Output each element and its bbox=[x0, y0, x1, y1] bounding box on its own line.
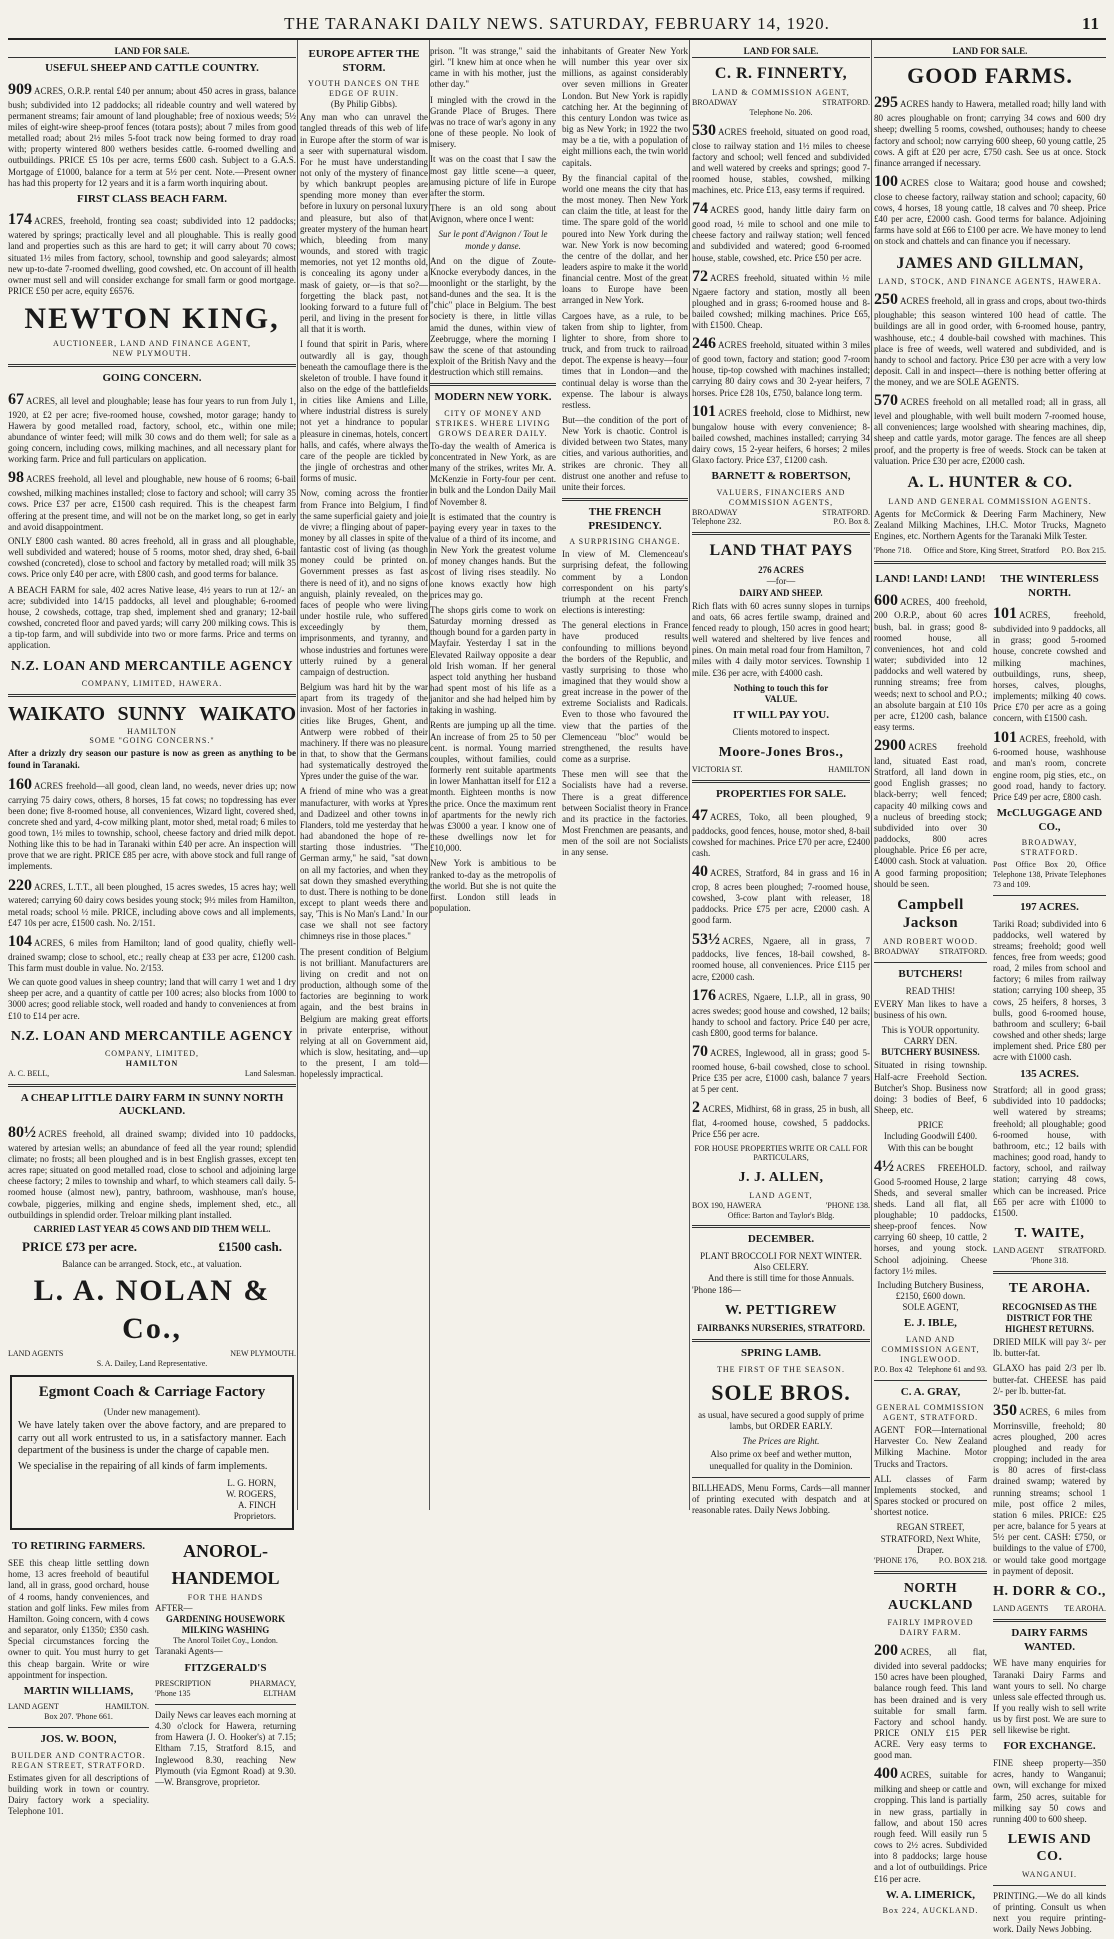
masthead bbox=[0, 14, 1114, 36]
listing: 53½ ACRES, Ngaere, all in grass, 7 paddocks, live fences, 18-bail cowshed, 8-roomed house, all conveniences. Price £115 per acre, £2000 cash. bbox=[692, 930, 870, 982]
advertiser-sub: LAND AND GENERAL COMMISSION AGENTS. bbox=[888, 496, 1092, 506]
ad-text: The Prices are Right. bbox=[742, 1436, 820, 1447]
advertiser-name: E. J. IBLE, bbox=[904, 1317, 957, 1330]
proprietor: L. G. HORN, bbox=[227, 1477, 276, 1488]
agents-label: Taranaki Agents— bbox=[155, 1646, 223, 1657]
section-head: LAND FOR SALE. bbox=[874, 46, 1106, 58]
listing: 530 ACRES freehold, situated on good road, close to railway station and 1½ miles to cheese factory and school; well fenced and subdivided and well watered by creeks and springs; good 7-roomed house, stables, cowshed, milking machines, etc. Price £13, easy terms if required. bbox=[692, 121, 870, 196]
advertiser-line: BROADWAY STRATFORD. bbox=[874, 946, 987, 956]
section-head: LAND FOR SALE. bbox=[8, 46, 296, 58]
advertiser-name: NEWTON KING, bbox=[24, 302, 280, 336]
article-paragraph: By the financial capital of the world one means the city that has the most money. Then New York can claim the title, at least for the time. The spare gold of the world poured into New York during the war. New York is now becoming the centre of the dollar, and her leaders aspire to make it the world financial centre. Most of the great loans to Europe have been arranged in New York. bbox=[562, 172, 688, 306]
ad-text: Rich flats with 60 acres sunny slopes in turnips and oats, 66 acres fertile swamp, drained and fenced ready to plough, 150 acres in good heart; well watered and sheltered by live fences and pines. On main metal road four from Hamilton, 7 miles with 4 daily motor services. Township 1 mile. £36 per acre, with £4000 cash. bbox=[692, 600, 870, 678]
note: Balance can be arranged. Stock, etc., at valuation. bbox=[62, 1259, 242, 1270]
column-5 bbox=[874, 44, 1106, 1935]
advertiser-contact: Post Office Box 20, Office Telephone 138, Private Telephones 73 and 109. bbox=[993, 860, 1106, 889]
price-line: PRICE £73 per acre. £1500 cash. bbox=[22, 1239, 282, 1255]
ad-subheading: FAIRLY IMPROVED DAIRY FARM. bbox=[887, 1618, 974, 1638]
advertiser-name: N.Z. LOAN AND MERCANTILE AGENCY bbox=[10, 1028, 294, 1044]
advertiser-addr: BROADWAY, STRATFORD. bbox=[1020, 838, 1079, 858]
article-headline: EUROPE AFTER THE STORM. bbox=[308, 48, 420, 74]
ad-text: AGENT FOR—International Harvester Co. New Zealand Milking Machine. Motor Trucks and Tractors. bbox=[874, 1425, 987, 1469]
advertiser-sub: FAIRBANKS NURSERIES, STRATFORD. bbox=[697, 1323, 865, 1334]
printing-notice: PRINTING.—We do all kinds of printing. Consult us when next you require printing-work. Daily News Jobbing. bbox=[993, 1890, 1106, 1935]
listing: 200 ACRES, all flat, divided into several paddocks; 150 acres have been ploughed, balance rough feed. This land has been drained and is very suitable for small farm. Factory and school handy. PRICE ONLY £15 PER ACRE. Very easy terms to good man. bbox=[874, 1642, 987, 1761]
proprietor: A. FINCH bbox=[237, 1500, 276, 1511]
ad-title: Egmont Coach & Carriage Factory bbox=[38, 1383, 266, 1400]
article-subheading: YOUTH DANCES ON THE EDGE OF RUIN. bbox=[308, 79, 420, 99]
article-continued bbox=[430, 44, 556, 918]
article-subheading: CITY OF MONEY AND STRIKES. WHERE LIVING GROWS DEARER DAILY. bbox=[435, 409, 551, 438]
ad-heading: A CHEAP LITTLE DAIRY FARM IN SUNNY NORTH AUCKLAND. bbox=[20, 1091, 284, 1118]
pharmacy-name: FITZGERALD'S bbox=[184, 1661, 267, 1674]
masthead-title: THE TARANAKI DAILY NEWS. SATURDAY, FEBRUARY 14, 1920. bbox=[284, 14, 830, 33]
ad-subheading: RECOGNISED AS THE DISTRICT FOR THE HIGHEST RETURNS. bbox=[1002, 1301, 1097, 1334]
advertiser-line: LAND AGENTS TE AROHA. bbox=[993, 1604, 1106, 1614]
listing: 295 ACRES handy to Hawera, metalled road; hilly land with 80 acres ploughable on front; carrying 34 cows and 600 dry sheep; dwelling 5 rooms, cowshed, outhouses; handy to cheese factory and school; now carrying 600 sheep, 60 young cattle, 25 cows. A gift at £20 per acre, £750 cash. See us at once. Stock finance arranged if necessary. bbox=[874, 94, 1106, 168]
anorol-ad bbox=[155, 1536, 296, 1821]
ad-text: DRIED MILK will pay 3/- per lb. butter-fat. bbox=[993, 1337, 1106, 1359]
column-divider bbox=[297, 40, 298, 1510]
listing: 104 ACRES, 6 miles from Hamilton; land of good quality, chiefly well-drained swamp; close to school, etc.; really cheap at £33 per acre, £1200 cash. This farm must double in value. No. 2/153. bbox=[8, 932, 296, 973]
ad-subheading: SOME "GOING CONCERNS." bbox=[89, 736, 215, 746]
ad-text: PLANT BROCCOLI FOR NEXT WINTER. bbox=[700, 1251, 862, 1262]
article-paragraph: Belgium was hard hit by the war apart from its tragedy of the invasion. Most of her factories in cities like Bruges, Ghent, and Antwerp were robbed of their machinery. If there was no pleasure in that, to show that the Germans had systematically destroyed the Ypres under the guise of the war. bbox=[300, 682, 428, 782]
ad-text: This is YOUR opportunity. bbox=[881, 1024, 980, 1035]
column-1 bbox=[8, 44, 296, 1817]
ad-subheading: READ THIS! bbox=[905, 985, 956, 996]
advertiser-sub: AND ROBERT WOOD. bbox=[882, 937, 978, 947]
company: The Anorol Toilet Coy., London. bbox=[173, 1636, 278, 1646]
listing: 101 ACRES freehold, close to Midhirst, new bungalow house with every convenience; 8-bailed cowshed, machines installed; carrying 34 dairy cows, 15 2-year heifers, 6 horses; 2 miles Glaxo factory. Price £37, £1200 cash. bbox=[692, 402, 870, 465]
article-paragraph: Rents are jumping up all the time. An increase of from 25 to 50 per cent. is normal. Young married couples, without families, could formerly rent suitable apartments in lower Manhattan itself for £12 a month. Eighteen months is now the price. Once the maximum rent of apartments for the newly rich was £3000 a year. I know one of these dwellings now let for £10,000. bbox=[430, 720, 556, 854]
advertiser-contact: 'Phone 318. bbox=[1030, 1256, 1069, 1266]
divider bbox=[8, 694, 296, 697]
advertiser-sub: COMPANY, LIMITED, HAWERA. bbox=[81, 678, 223, 688]
advertiser-line: VICTORIA ST. HAMILTON bbox=[692, 765, 870, 775]
article-headline: THE FRENCH PRESIDENCY. bbox=[588, 506, 662, 532]
listing: 176 ACRES, Ngaere, L.I.P., all in grass, 90 acres swedes; good house and cowshed, 12 bails; handy to school and factory. Price £40 per acre, cash £800, good terms for balance. bbox=[692, 986, 870, 1038]
ad-text: We have lately taken over the above factory, and are prepared to carry out all work entrusted to us, in a satisfactory manner. Each department of the business is under the charge of capable men. bbox=[18, 1420, 286, 1457]
listing: 47 ACRES, Toko, all been ploughed, 9 paddocks, good fences, house, motor shed, 8-bail cowshed for machines. Price £70 per acre, £2400 cash. bbox=[692, 806, 870, 858]
ad-text: SOLE AGENT, bbox=[902, 1302, 959, 1313]
ad-text: We specialise in the repairing of all kinds of farm implements. bbox=[18, 1461, 268, 1473]
proprietor: Proprietors. bbox=[233, 1511, 276, 1522]
coach-notice: Daily News car leaves each morning at 4.30 o'clock for Hawera, returning from Hawera (J. O. Hooker's) at 7.15; Eltham 7.15, Stratford 8.15, and Inglewood 8.30, reaching New Plymouth (via Egmont Road) at 9.30.—W. Bransgrove, proprietor. bbox=[155, 1709, 296, 1787]
advertiser-name: J. J. ALLEN, bbox=[738, 1170, 824, 1186]
advertiser-name: SOLE BROS. bbox=[711, 1379, 851, 1405]
ad-highlight: Nothing to touch this for bbox=[733, 682, 829, 693]
article-paragraph: To-day the wealth of America is concentrated in New York, as are many of the strikes, writes Mr. A. McKenzie in Forty-four per cent. in bulk and the London Daily Mail of November 8. bbox=[430, 440, 556, 507]
listing: 80½ ACRES freehold, all drained swamp; divided into 10 paddocks, watered by artesian wells; an abundance of feed all the year round; splendid climate; no frosts; all been ploughed and is in best English grasses, except ten acres rape; situated on good metalled road, close to school and adjoining large cheese factory; 2 miles to township and wharf, to which steamers call daily. 5-roomed house (almost new), pantry, bathroom, washhouse, man's house, cowbale, piggeries, milking and engine sheds, implement shed, etc., all outbuildings in splendid order. Treloar milking plant installed. bbox=[8, 1124, 296, 1220]
ad-heading: USEFUL SHEEP AND CATTLE COUNTRY. bbox=[45, 62, 259, 75]
note: FOR HOUSE PROPERTIES WRITE OR CALL FOR PARTICULARS, bbox=[694, 1143, 868, 1163]
listing: 400 ACRES, suitable for milking and sheep or cattle and cropping. This land is partially in new grass, partially in fallow, and about 150 acres rough feed. Will easily run 5 cows to 2½ acres. Subdivided into 8 paddocks; large house and a lot of outbuildings. Price £16 per acre. bbox=[874, 1765, 987, 1884]
bottom-ads bbox=[8, 1536, 296, 1821]
ad-text: Estimates given for all descriptions of building work in town or country. Dairy factory work a speciality. Telephone 101. bbox=[8, 1772, 149, 1817]
ad-heading: TO RETIRING FARMERS. bbox=[11, 1540, 146, 1553]
advertiser-name: W. A. LIMERICK, bbox=[885, 1888, 976, 1901]
column-2 bbox=[300, 44, 428, 1510]
advertiser-addr: Office: Barton and Taylor's Bldg. bbox=[727, 1210, 835, 1220]
advertiser-contact: Box 207. 'Phone 661. bbox=[44, 1712, 113, 1722]
section-head: LAND FOR SALE. bbox=[692, 46, 870, 58]
advertiser-name: Campbell Jackson bbox=[897, 896, 964, 932]
advertiser-name: L. A. NOLAN & Co., bbox=[33, 1274, 271, 1345]
ad-heading: FIRST CLASS BEACH FARM. bbox=[77, 192, 227, 205]
ad-heading: DECEMBER. bbox=[747, 1233, 815, 1246]
ad-text: ALL classes of Farm Implements stocked, and Spares stocked or procured on shortest notice. bbox=[874, 1473, 987, 1518]
advertiser-line: P.O. Box 42 Telephone 61 and 93. bbox=[874, 1364, 987, 1374]
listing: 570 ACRES freehold on all metalled road; all in grass, all level and ploughable, with well built modern 7-roomed house, all conveniences; large woolshed with shearing machines, dip, sheep and cattle yards, motor garage. The fences are all sheep proof, and the property is free of weeds. Stock can be taken at valuation. Price £30 per acre, £2000 cash. bbox=[874, 392, 1106, 466]
ad-text: CARRY DEN. bbox=[903, 1036, 958, 1047]
ad-subheading: THE FIRST OF THE SEASON. bbox=[717, 1364, 845, 1374]
column-divider bbox=[689, 40, 690, 1510]
listing: 2 ACRES, Midhirst, 68 in grass, 25 in bush, all flat, 4-roomed house, cowshed, 5 paddocks. Price £56 per acre. bbox=[692, 1099, 870, 1140]
ad-text: as usual, have secured a good supply of prime lambs, but ORDER EARLY. bbox=[698, 1409, 864, 1432]
advertiser-name: T. WAITE, bbox=[1014, 1226, 1085, 1242]
ad-subheading: —for— bbox=[766, 576, 796, 587]
ad-text: 'Phone 186— bbox=[692, 1284, 741, 1295]
listing: 600 ACRES, 400 freehold, 200 O.R.P., about 60 acres bush, bal. in grass; good 8-roomed house, all conveniences, hot and cold water; subdivided into 12 paddocks and well watered by running streams; free from weeds; next to school and P.O.; an absolute bargain at £10 10s per acre, £1200 cash, balance easy terms. bbox=[874, 591, 987, 733]
listing: 909 ACRES, O.R.P. rental £40 per annum; about 450 acres in grass, balance bush; subdivided into 12 paddocks; all rideable country and well watered by permanent streams; fair amount of land ploughable; free of noxious weeds; 5½ miles of eight-wire sheep-proof fences (totara posts); about 7 miles from good metalled road; about 2½ miles 5-foot track now being formed to dray road with; property wintered 800 wethers besides cattle. 6-roomed dwelling and outbuildings. PRICE £5 10s per acre, terms £600 cash. Subject to a G.A.S. Mortgage of £1000, balance for a term at 5½ per cent. Note.—Present owner has had this property for 12 years and it is a farm worth inquiring about. bbox=[8, 80, 296, 188]
listing: 40 ACRES, Stratford, 84 in grass and 16 in crop, 8 acres been ploughed; 7-roomed house, cowshed, 3-cow plant with releaser, 18 paddocks. Price £75 per acre, £2000 cash. A good farm. bbox=[692, 863, 870, 926]
page-number: 11 bbox=[1081, 14, 1100, 33]
article-paragraph: prison. "It was strange," said the girl. "I knew him at once when he came in with his mother, just the other day." bbox=[430, 46, 556, 90]
advertiser-sub: LAND AGENT, bbox=[749, 1190, 813, 1200]
article-paragraph: I mingled with the crowd in the Grande Place of Bruges. There was no trace of war's agony in any one of these people. No look of misery. bbox=[430, 94, 556, 150]
advertiser-sub: LAND & COMMISSION AGENT, bbox=[712, 87, 850, 97]
advertiser-sub: LAND, STOCK, AND FINANCE AGENTS, HAWERA. bbox=[878, 277, 1102, 287]
listing: ONLY £800 cash wanted. 80 acres freehold, all in grass and all ploughable, well subdivided and watered; house of 5 rooms, motor shed, dray shed, 6-bail cowshed (concreted), close to school and factory by metalled road; will milk 35 cows. Price only £40 per acre, with £800 cash, and good terms for balance. bbox=[8, 535, 296, 580]
advertiser-name: Moore-Jones Bros., bbox=[718, 744, 844, 760]
article-paragraph: But—the condition of the port of New York is chaotic. Control is divided between two States, many cities, and various authorities, and strikes are chronic. They all distrust one another and refuse to unite their forces. bbox=[562, 415, 688, 492]
advertiser-name: JAMES AND GILLMAN, bbox=[896, 254, 1084, 272]
ad-text: EVERY Man likes to have a business of his own. bbox=[874, 998, 987, 1020]
ad-text: Agents for McCormick & Deering Farm Machinery, New Zealand Milking Machines, I.H.C. Motor Trucks, Magneto Engines, etc. Northern Agents for the Taranaki Milk Tester. bbox=[874, 508, 1106, 541]
advertiser-addr: REGAN STREET, STRATFORD, Next White, Draper. bbox=[880, 1522, 981, 1555]
ad-heading: LAND THAT PAYS bbox=[709, 542, 853, 560]
article-paragraph: And on the digue of Zoute-Knocke everybody dances, in the moonlight or the starlight, by the sand-dunes and the sea. It is the "chic" place in Belgium. The best society is there, in little villas amid the dunes, within view of Zeebrugge, where the morning I saw the scene of that astounding exploit of the British Navy and the destruction which still remains. bbox=[430, 255, 556, 378]
ad-heading: PROPERTIES FOR SALE. bbox=[715, 788, 847, 801]
listing: 67 ACRES, all level and ploughable; lease has four years to run from July 1, 1920, at £2 per acre; five-roomed house, cowshed, motor garage; handy to Hawera by good metalled road, factory, school, etc., within one mile; abundance of winter feed; will milk 30 cows and do them well; for sale as a going concern, including cows, milking machines, and all necessary plant for working farm. Price and full particulars on application. bbox=[8, 390, 296, 465]
ad-heading: 135 ACRES. bbox=[1020, 1067, 1079, 1080]
listing: 100 ACRES close to Waitara; good house and cowshed; close to cheese factory, railway station and school; capacity, 60 cows, 4 horses, 18 young cattle, 18 calves and 70 sheep. Price £40 per acre, £2000 cash. Good terms for balance. Adjoining farms have sold at £66 to £100 per acre. We have money to lend on stock and chattels and can finance you if necessary. bbox=[874, 173, 1106, 247]
column-divider bbox=[871, 40, 872, 1510]
proprietor: W. ROGERS, bbox=[226, 1489, 276, 1499]
ad-text: Stratford; all in good grass; subdivided into 10 paddocks; well watered by streams; freehold; all ploughable; good 6-roomed house, with bathroom, etc.; 12 bails with machines; good road, handy to factory, school, and railway station; carrying 48 cows, which can be increased. Price £65 per acre with £1000 to £1500. bbox=[993, 1085, 1106, 1218]
listing: 160 ACRES freehold—all good, clean land, no weeds, never dries up; now carrying 75 dairy cows, others, 8 horses, 15 fat cows; no topdressing has ever been done; five 8-roomed house, all conveniences, Wizard light, covered shed, concrete shed and yard, 4-cow milking plant, motor shed, metal road; 6 miles to good town, 1½ miles to township, school, cheese factory and dried milk depot. Nothing like this to be had in Taranaki within £40 per acre. An inspection will prove that we are right. PRICE £85 per acre, with above stock and full range of implements. bbox=[8, 775, 296, 872]
article-paragraph: New York is ambitious to be ranked to-day as the metropolis of the world. But she is not quite the first. London still leads in population. bbox=[430, 858, 556, 913]
product-name: HANDEMOL bbox=[171, 1567, 280, 1588]
article-paragraph: Any man who can unravel the tangled threads of this web of life in Europe after the storm of war is a seer with supernatural wisdom. For he must have understanding not only of the mystery of finance by which bankrupt peoples are spending more money than ever before in luxury on personal luxury and pleasure, but also of that greater mystery of the human heart which, bleeding from many wounds, and stored with tragic memories, not yet 12 months old, is concealing its agony under a mask of gaiety, or—is that so?—forgetting the black past, not looking forward to a future full of peril, and living in the present for all that it is worth. bbox=[300, 112, 428, 335]
divider bbox=[8, 364, 296, 367]
printing-notice: BILLHEADS, Menu Forms, Cards—all manner of printing executed with despatch and at reasonable rates. Daily News Jobbing. bbox=[692, 1482, 870, 1516]
advertiser-sub: COMPANY, LIMITED, bbox=[104, 1049, 200, 1059]
advertiser-city: HAMILTON bbox=[125, 1058, 179, 1068]
advertiser-contact: Telephone 232. P.O. Box 8. bbox=[692, 517, 870, 527]
article-paragraph: Now, coming across the frontier from France into Belgium, I find the same superficial gaiety and joie de vivre; a flinging about of paper-money by all classes in spite of the fantastic cost of living (as though money could be printed on. Government presses as fast as there is need of it), and no signs of anguish, plainly revealed, on the faces of people who were living under hostile rule, who suffered exceedingly by them, imprisonments, and tyranny, and whose industries and fortunes were utterly ruined by a general campaign of destruction. bbox=[300, 488, 428, 677]
listing: A BEACH FARM for sale, 402 acres Native lease, 4½ years to run at 12/- an acre; subdivided into 14/15 paddocks, all level and ploughable; 6-roomed house, 2 cowsheds, cottage, trap shed, implement shed and granary; 12-bail cowshed, concreted floor and paved yards; will carry 200 milking cows. This is a tip-top farm, and will subdivide into two or more farms. Price and terms on application. bbox=[8, 584, 296, 651]
advertiser-name: C. A. GRAY, bbox=[900, 1385, 961, 1398]
listing: 220 ACRES, L.T.T., all been ploughed, 15 acres swedes, 15 acres hay; well watered; carrying 60 dairy cows besides young stock; 9½ miles from Hamilton, metal roads; school ½ mile. PRICE, including above cows and all implements, £47 10s per acre, £1500 cash. No. 2/151. bbox=[8, 876, 296, 928]
listing: 246 ACRES freehold, situated within 3 miles of good town, factory and station; good 7-room house, tip-top cowshed with machines installed; carrying 80 dairy cows and 30 2-year heifers, 7 horses. Price £28 10s, £750, balance long term. bbox=[692, 335, 870, 398]
advertiser-addr: REGAN STREET, STRATFORD. bbox=[11, 1760, 146, 1770]
advertiser-sub: AUCTIONEER, LAND AND FINANCE AGENT, bbox=[53, 339, 251, 349]
advertiser-name: LEWIS AND CO. bbox=[1007, 1832, 1092, 1865]
product-name: ANOROL- bbox=[183, 1541, 268, 1562]
column-4 bbox=[692, 44, 870, 1516]
advertiser-name: MARTIN WILLIAMS, bbox=[23, 1684, 134, 1697]
advertiser-sub: BUILDER AND CONTRACTOR. bbox=[11, 1750, 146, 1760]
advertiser-city: HAMILTON bbox=[127, 726, 177, 736]
article-subheading: A SURPRISING CHANGE. bbox=[569, 537, 681, 547]
advertiser-name: C. R. FINNERTY, bbox=[714, 65, 848, 83]
ad-text: And there is still time for those Annuals. bbox=[708, 1273, 854, 1284]
listing: 72 ACRES freehold, situated within ½ mile Ngaere factory and station, mostly all been ploughed and in grass; 6-roomed house and 8-bailed cowshed; milking machines. Price £65, with £1500. Cheap. bbox=[692, 267, 870, 331]
advertiser-sub: LAND AND COMMISSION AGENT, INGLEWOOD. bbox=[881, 1335, 980, 1364]
intro-text: After a drizzly dry season our pasture is now as green as anything to be found in Taranaki. bbox=[8, 748, 296, 770]
ad-heading: SPRING LAMB. bbox=[740, 1347, 822, 1360]
advertiser-name: A. L. HUNTER & CO. bbox=[907, 473, 1073, 491]
advertiser-name: W. PETTIGREW bbox=[724, 1302, 838, 1318]
ad-text: Including Butchery Business, £2150, £600 down. bbox=[877, 1279, 984, 1302]
advertiser-line: LAND AGENT STRATFORD. bbox=[993, 1246, 1106, 1256]
advertiser-name: H. DORR & CO., bbox=[993, 1583, 1106, 1599]
listing: 174 ACRES, freehold, fronting sea coast; subdivided into 12 paddocks; watered by springs; practically level and all ploughable. This is really good land and properties such as this are hard to get; it will carry about 70 cows; situated 1½ miles from factory, school, township and good saleyards; almost new up-to-date 7-roomed dwelling, good cowshed, etc. On account of ill health owner must sell and will consider exchange for small farm or good mortgage. PRICE £50 per acre, equity £6576. bbox=[8, 211, 296, 297]
ad-highlight: IT WILL PAY YOU. bbox=[733, 709, 829, 722]
advertiser-line: BROADWAY STRATFORD. bbox=[692, 507, 870, 517]
advertiser-contact: 'PHONE 176, P.O. BOX 218. bbox=[874, 1555, 987, 1565]
pharmacy-contact: 'Phone 135 ELTHAM bbox=[155, 1689, 296, 1699]
advertiser-line: BOX 190, HAWERA 'PHONE 138. bbox=[692, 1200, 870, 1210]
ad-text: Also CELERY. bbox=[753, 1262, 809, 1273]
listing: 101 ACRES, freehold, with 6-roomed house, washhouse and man's room, concrete engine room, pig sties, etc., on good road, handy to factory. Price £49 per acre, £800 cash. bbox=[993, 728, 1106, 802]
ad-subheading: DAIRY AND SHEEP. bbox=[739, 587, 823, 598]
ad-text: SEE this cheap little settling down home, 13 acres freehold of beautiful land, all in grass, good orchard, house of 4 rooms, handy conveniences, and station and golf links. Few miles from Hamilton. Going concern, with 4 cows and separator, only £1350; £350 cash. Special circumstances forcing the owner to quit. You must hurry to get this cheap bargain. Write or wire appointment for inspection. bbox=[8, 1558, 149, 1680]
signature-line: A. C. BELL, Land Salesman. bbox=[8, 1068, 296, 1078]
ad-text: Tariki Road; subdivided into 6 paddocks, well watered by streams; freehold; good well fences, free from weeds; good road, 2 miles from school and factory; 6 miles from railway station; carrying 100 sheep, 35 cows, 25 heifers, 8 horses, 3 bulls, good 6-roomed house, bathroom and scullery; 6-bail cowshed and other sheds; large implement shed. Price £80 per acre with £1000 cash. bbox=[993, 918, 1106, 1063]
ad-heading: 197 ACRES. bbox=[1020, 900, 1079, 913]
article-headline: MODERN NEW YORK. bbox=[434, 391, 552, 404]
ad-heading: FOR EXCHANGE. bbox=[1003, 1740, 1096, 1753]
advertiser-city: WANGANUI. bbox=[1022, 1869, 1077, 1879]
ad-highlight: CARRIED LAST YEAR 45 COWS AND DID THEM WELL. bbox=[33, 1223, 271, 1234]
listing: 74 ACRES good, handy little dairy farm on good road, ½ mile to school and one mile to cheese factory and railway station; well fenced and subdivided and watered; good 6-roomed house, stable, cowshed, etc. Price £50 per acre. bbox=[692, 200, 870, 263]
article-paragraph: The present condition of Belgium is not brilliant. Manufacturers are living on credit and not on production, although some of the factories are beginning to work again, and the best brains in Belgium are making great efforts in private enterprise, without relying at all on Government aid, which is slow, hesitating, and—up to the present, I am told—hopelessly impractical. bbox=[300, 946, 428, 1080]
ad-text: Situated in rising township. Half-acre Freehold Section. Butcher's Shop. Business now doing: 3 bodies of Beef, 6 Sheep, etc. bbox=[874, 1060, 987, 1116]
advertiser-rep: S. A. Dailey, Land Representative. bbox=[96, 1358, 208, 1368]
listing: 2900 ACRES freehold land, situated East road, Stratford, all land down in good English grasses; no black-berry; well fenced; capacity 40 milking cows and a nucleus of breeding stock; subdivided into over 30 paddocks, 800 acres ploughable. Price £6 per acre, £4000 cash. Stock at valuation. A good farming proposition; should be seen. bbox=[874, 737, 987, 889]
advertiser-line: BROADWAY STRATFORD. bbox=[692, 97, 870, 107]
ad-heading: NORTH AUCKLAND bbox=[888, 1580, 973, 1614]
article-paragraph: It is estimated that the country is paying every year in taxes to the value of a third of its income, and in New York the greatest volume of money changes hands. But the cost of living rises steadily. No one knows exactly how high prices may go. bbox=[430, 511, 556, 600]
article-paragraph: The general elections in France have produced results confounding to millions beyond the borders of the Republic, and vastly surprising to those who imagined that they would show a great increase in the power of the extreme Socialists and Radicals. Even to those who favoured the view that the parties of the Clemenceau "bloc" would be strengthened, the results have come as a surprise. bbox=[562, 620, 688, 765]
ad-subheading: 276 ACRES bbox=[758, 565, 804, 576]
ad-subtitle: (Under new management). bbox=[103, 1407, 201, 1418]
article-paragraph: There is an old song about Avignon, where once I went: bbox=[430, 203, 556, 225]
advertiser-name: N.Z. LOAN AND MERCANTILE AGENCY bbox=[10, 658, 294, 674]
ad-heading: BUTCHERS! bbox=[898, 967, 963, 980]
ad-heading: DAIRY FARMS WANTED. bbox=[1011, 1627, 1088, 1653]
ad-text: Also prime ox beef and wether mutton, unequalled for quality in the Dominion. bbox=[709, 1449, 853, 1471]
product-tag: FOR THE HANDS bbox=[187, 1593, 264, 1603]
listing: 101 ACRES, freehold, subdivided into 9 paddocks, all in grass; good 5-roomed house, concrete cowshed and milking machines, outbuildings, runs, sheep, horses, calves, ploughs, implements; milking 40 cows. Price £70 per acre as a going concern, with £1500 cash. bbox=[993, 605, 1106, 724]
advertiser-sub: GENERAL COMMISSION AGENT, STRATFORD. bbox=[876, 1403, 985, 1423]
ad-subheading: BUTCHERY BUSINESS. bbox=[881, 1047, 980, 1058]
egmont-ad bbox=[10, 1375, 294, 1531]
waikato-banner: WAIKATO SUNNY WAIKATO bbox=[8, 702, 296, 725]
advertiser-city: NEW PLYMOUTH. bbox=[112, 349, 192, 359]
listing: We can quote good values in sheep country; land that will carry 1 wet and 1 dry sheep per acre, and a quantity of cattle per 100 acres; also blocks from 1000 to 3000 acres; good reliable stock, well roaded and handy to conveniences at from £10 to £14 per acre. bbox=[8, 977, 296, 1021]
article-paragraph: inhabitants of Greater New York will number this year over six millions, as against considerably over seven millions in Greater London. But New York is rapidly catching her. At the beginning of this century London was twice as big as New York; in 1922 the two may be a tie, with a population of eight millions each, the twin world capitals. bbox=[562, 46, 688, 168]
advertiser-line: LAND AGENT HAMILTON. bbox=[8, 1702, 149, 1712]
advertiser-sub: VALUERS, FINANCIERS AND COMMISSION AGENTS, bbox=[716, 487, 846, 507]
article-paragraph: In view of M. Clemenceau's surprising defeat, the following comment by a London correspondent on his party's triumph at the recent French elections is interesting: bbox=[562, 549, 688, 616]
article-paragraph: These men will see that the Socialists have had a reverse. There is a great difference between Socialist theory in France and its practice in the factories. Most Frenchmen are peasants, and men of the soil are not Socialists in any sense. bbox=[562, 769, 688, 858]
ad-text: Including Goodwill £400. bbox=[883, 1131, 978, 1142]
advertiser-contact: Telephone No. 206. bbox=[749, 107, 813, 117]
pharmacy-line: PRESCRIPTION PHARMACY, bbox=[155, 1679, 296, 1689]
after-list: GARDENING HOUSEWORK MILKING WASHING bbox=[165, 1614, 286, 1636]
column-3 bbox=[430, 44, 688, 1510]
after-label: AFTER— bbox=[155, 1603, 193, 1613]
masthead-rule bbox=[8, 38, 1106, 40]
divider bbox=[8, 1084, 296, 1087]
ad-text: FINE sheep property—350 acres, handy to Wanganui; own, will exchange for mixed farm, 250 acres, suitable for milking say 50 cows and running 400 to 600 sheep. bbox=[993, 1758, 1106, 1824]
listing: 98 ACRES freehold, all level and ploughable, new house of 6 rooms; 6-bail cowshed, milking machines installed; close to factory and school; will carry 35 cows. Price £37 per acre, £1500 cash required. This is the cheapest farm offering at the present time, and will not be on the market long, so get in early and avoid disappointment. bbox=[8, 469, 296, 532]
note: Clients motored to inspect. bbox=[732, 726, 830, 737]
listing: 250 ACRES freehold, all in grass and crops, about two-thirds ploughable; this season wintered 100 head of cattle. The buildings are all in good order, with 6-roomed house, pantry, washhouse, etc.; 4 double-bail cowshed with machines. This place is free of weeds, well watered and subdivided, and is handy to school and factory. Price £30 per acre with a very low deposit. Call in and inspect—there is nothing better offering at the money, and we are SOLE AGENTS. bbox=[874, 291, 1106, 388]
listing: 4½ ACRES FREEHOLD. Good 5-roomed House, 2 large Sheds, and several smaller sheds. Land all flat, all ploughable; 10 paddocks, sheep-proof fences. Now carrying 60 sheep, 10 cattle, 2 horses, and young stock. School adjoining. Cheese factory 1½ miles. bbox=[874, 1157, 987, 1276]
advertiser-line: LAND AGENTS NEW PLYMOUTH. bbox=[8, 1348, 296, 1358]
retiring-ad bbox=[8, 1536, 149, 1821]
ad-heading: THE WINTERLESS NORTH. bbox=[1000, 573, 1099, 599]
article-paragraph: The shops girls come to work on Saturday morning dressed as though bound for a garden party in Mayfair. Yesterday I sat in the Elevated Railway opposite a dear old Irish woman. If her general aspect told anything her husband had spent most of his life as a janitor and she had helped him by taking in washing. bbox=[430, 604, 556, 716]
article-continued bbox=[562, 44, 688, 918]
ad-text: PRICE bbox=[917, 1120, 944, 1131]
advertiser-name: BARNETT & ROBERTSON, bbox=[711, 470, 851, 483]
poem: Sur le pont d'Avignon / Tout le monde y danse. bbox=[438, 229, 548, 251]
byline: (By Philip Gibbs). bbox=[330, 99, 398, 110]
listing: 70 ACRES, Inglewood, all in grass; good 5-roomed house, 6-bail cowshed, close to school. Price £35 per acre, £1000 cash, balance 7 years at 5 per cent. bbox=[692, 1043, 870, 1095]
ad-heading: GOOD FARMS. bbox=[907, 63, 1073, 89]
article-paragraph: It was on the coast that I saw the most gay little scene—a queer, amusing picture of life in Europe after the storm. bbox=[430, 154, 556, 198]
ad-highlight: VALUE. bbox=[764, 693, 798, 704]
ad-heading: TE AROHA. bbox=[1008, 1281, 1091, 1297]
advertiser-name: McCLUGGAGE AND CO., bbox=[996, 807, 1103, 833]
ad-heading: GOING CONCERN. bbox=[102, 372, 202, 385]
ad-heading: LAND! LAND! LAND! bbox=[875, 573, 986, 586]
article-paragraph: I found that spirit in Paris, where outwardly all is gay, though beneath the camouflage there is the skeleton of trouble. I have found it also on the edge of the battlefields in cities like Amiens and Lille, where industrial distress is surely not yet a hindrance to popular pleasure in cinemas, hotels, concert halls, and cafés, where always the care of the people are tickled by the jingle of orchestras and other forms of music. bbox=[300, 339, 428, 484]
ad-text: With this can be bought bbox=[887, 1142, 974, 1153]
ad-text: WE have many enquiries for Taranaki Dairy Farms and want yours to sell. No charge unless sale effected through us. If you really wish to sell write us by first post. We are sure to sell likewise be right. bbox=[993, 1658, 1106, 1736]
ad-text: GLAXO has paid 2/3 per lb. butter-fat. CHEESE has paid 2/- per lb. butter-fat. bbox=[993, 1363, 1106, 1396]
listing: 350 ACRES, 6 miles from Morrinsville, freehold; 80 acres ploughed, 200 acres ploughed and ready for cropping; included in the area is 80 acres of first-class drained swamp; watered by running streams; school 1 mile, post office 2 miles, station 6 miles. PRICE: £25 per acre, balance for 5 years at 5½ per cent. CASH: £750, or buildings to the value of £700, or would take good mortgage in payment of deposit. bbox=[993, 1401, 1106, 1576]
article-paragraph: A friend of mine who was a great manufacturer, with works at Ypres and Dadizeel and other towns in Flanders, told me yesterday that he had abandoned the hope of re-starting those industries. "The German army," he said, "sat down on all my factories, and when they sat down they smashed everything to dust. There is nothing to be done except to plant weeds there and say, 'This is No Man's Land.' In our case we shall not see factory chimneys rise in those places." bbox=[300, 786, 428, 942]
advertiser-line: 'Phone 718. Office and Store, King Street, Stratford P.O. Box 215. bbox=[874, 546, 1106, 556]
article-paragraph: Cargoes have, as a rule, to be taken from ship to lighter, from lighter to shore, from shore to truck, and from truck to railroad depot. The expense is heavy—four times that in London—and the continual delay is worse than the expense. The labour is always restless. bbox=[562, 310, 688, 410]
advertiser-name: JOS. W. BOON, bbox=[40, 1733, 117, 1746]
advertiser-sub: Box 224, AUCKLAND. bbox=[882, 1906, 979, 1916]
